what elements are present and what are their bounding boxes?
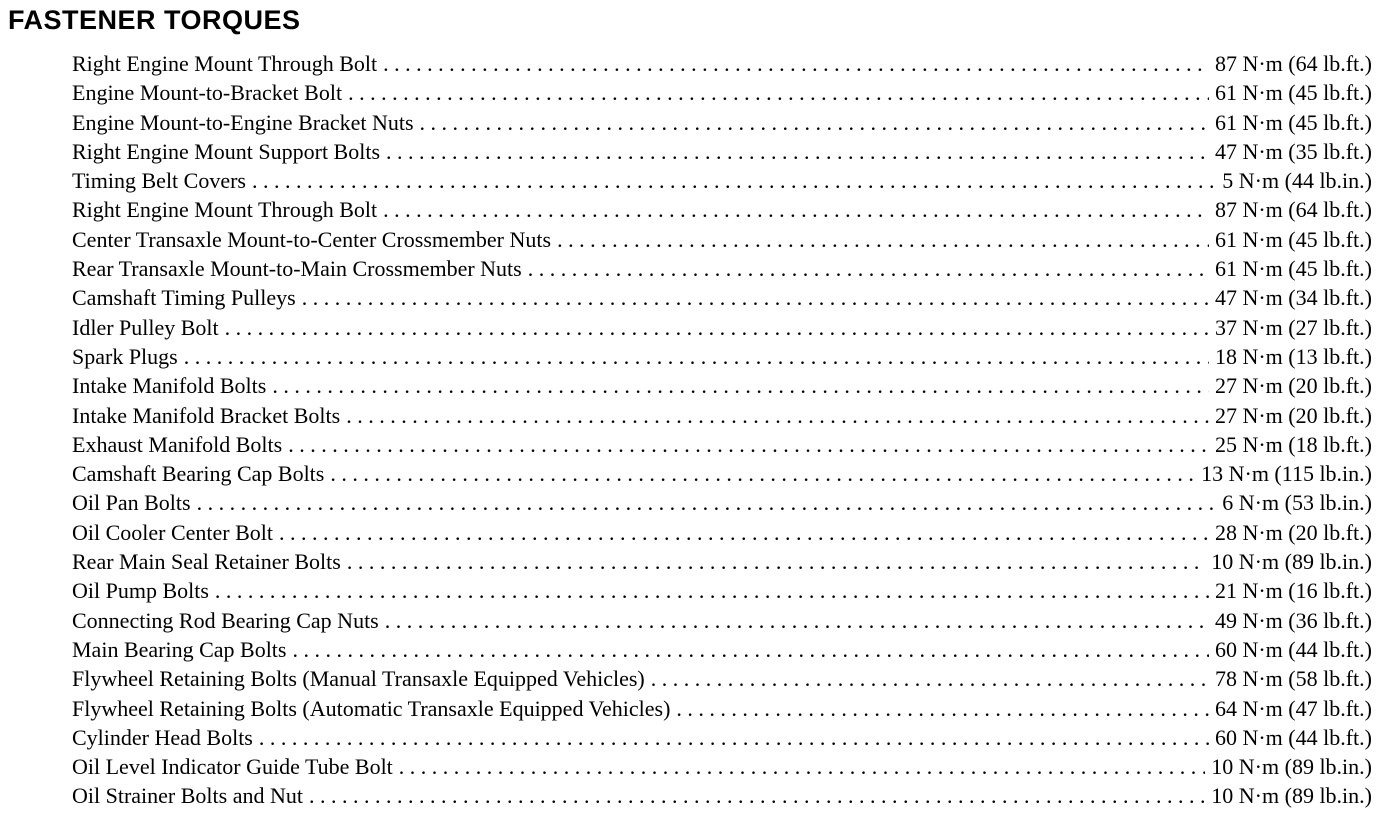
fastener-name: Main Bearing Cap Bolts	[72, 636, 287, 662]
torque-row	[72, 430, 1372, 459]
torque-row	[72, 137, 1372, 166]
torque-value: 5 N·m (44 lb.in.)	[1222, 168, 1372, 194]
torque-row	[72, 371, 1372, 400]
fastener-name: Exhaust Manifold Bolts	[72, 431, 283, 457]
torque-row	[72, 401, 1372, 430]
fastener-name: Rear Transaxle Mount-to-Main Crossmember Nuts	[72, 256, 522, 282]
torque-value: 27 N·m (20 lb.ft.)	[1214, 402, 1372, 428]
fastener-name: Cylinder Head Bolts	[72, 724, 253, 750]
torque-value: 21 N·m (16 lb.ft.)	[1214, 578, 1372, 604]
torque-value: 13 N·m (115 lb.in.)	[1201, 461, 1372, 487]
fastener-name: Flywheel Retaining Bolts (Manual Transaxle Equipped Vehicles)	[72, 666, 645, 692]
torque-row	[72, 635, 1372, 664]
torque-row	[72, 225, 1372, 254]
torque-row	[72, 342, 1372, 371]
torque-row	[72, 195, 1372, 224]
dot-leader	[330, 459, 1195, 488]
dot-leader	[259, 723, 1209, 752]
torque-value: 47 N·m (35 lb.ft.)	[1214, 138, 1372, 164]
torque-row	[72, 518, 1372, 547]
torque-value: 47 N·m (34 lb.ft.)	[1214, 285, 1372, 311]
fastener-name: Right Engine Mount Support Bolts	[72, 138, 381, 164]
fastener-name: Engine Mount-to-Bracket Bolt	[72, 80, 343, 106]
dot-leader	[383, 49, 1209, 78]
torque-row	[72, 313, 1372, 342]
torque-list	[72, 49, 1372, 811]
fastener-name: Oil Strainer Bolts and Nut	[72, 783, 303, 809]
fastener-name: Oil Pump Bolts	[72, 578, 209, 604]
dot-leader	[309, 781, 1205, 810]
dot-leader	[399, 752, 1206, 781]
dot-leader	[386, 137, 1209, 166]
dot-leader	[346, 401, 1209, 430]
torque-value: 10 N·m (89 lb.in.)	[1211, 783, 1372, 809]
page-title: FASTENER TORQUES	[8, 5, 301, 35]
torque-row	[72, 78, 1372, 107]
torque-value: 61 N·m (45 lb.ft.)	[1214, 80, 1372, 106]
torque-row	[72, 254, 1372, 283]
fastener-name: Right Engine Mount Through Bolt	[72, 51, 378, 76]
dot-leader	[225, 313, 1209, 342]
fastener-name: Engine Mount-to-Engine Bracket Nuts	[72, 109, 414, 135]
torque-row	[72, 576, 1372, 605]
dot-leader	[279, 518, 1209, 547]
torque-row	[72, 49, 1372, 78]
torque-row	[72, 547, 1372, 576]
dot-leader	[528, 254, 1209, 283]
torque-value: 25 N·m (18 lb.ft.)	[1214, 431, 1372, 457]
fastener-name: Camshaft Bearing Cap Bolts	[72, 461, 325, 487]
torque-value: 60 N·m (44 lb.ft.)	[1214, 724, 1372, 750]
torque-value: 61 N·m (45 lb.ft.)	[1214, 226, 1372, 252]
fastener-name: Idler Pulley Bolt	[72, 314, 219, 340]
fastener-name: Timing Belt Covers	[72, 168, 246, 194]
dot-leader	[197, 488, 1217, 517]
torque-value: 10 N·m (89 lb.in.)	[1211, 549, 1372, 575]
torque-row	[72, 694, 1372, 723]
fastener-name: Spark Plugs	[72, 343, 178, 369]
fastener-name: Oil Level Indicator Guide Tube Bolt	[72, 754, 393, 780]
dot-leader	[252, 166, 1216, 195]
dot-leader	[348, 78, 1209, 107]
torque-value: 37 N·m (27 lb.ft.)	[1214, 314, 1372, 340]
torque-row	[72, 723, 1372, 752]
dot-leader	[385, 606, 1209, 635]
dot-leader	[288, 430, 1209, 459]
fastener-name: Right Engine Mount Through Bolt	[72, 197, 378, 223]
torque-value: 28 N·m (20 lb.ft.)	[1214, 519, 1372, 545]
torque-value: 78 N·m (58 lb.ft.)	[1214, 666, 1372, 692]
torque-row	[72, 459, 1372, 488]
fastener-name: Oil Cooler Center Bolt	[72, 519, 274, 545]
torque-value: 87 N·m (64 lb.ft.)	[1214, 197, 1372, 223]
torque-row	[72, 108, 1372, 137]
fastener-name: Rear Main Seal Retainer Bolts	[72, 549, 341, 575]
torque-row	[72, 664, 1372, 693]
fastener-name: Oil Pan Bolts	[72, 490, 191, 516]
torque-value: 64 N·m (47 lb.ft.)	[1214, 695, 1372, 721]
fastener-name: Intake Manifold Bracket Bolts	[72, 402, 341, 428]
torque-value: 49 N·m (36 lb.ft.)	[1214, 607, 1372, 633]
dot-leader	[676, 694, 1209, 723]
dot-leader	[347, 547, 1205, 576]
torque-row	[72, 781, 1372, 810]
fastener-name: Camshaft Timing Pulleys	[72, 285, 296, 311]
torque-value: 18 N·m (13 lb.ft.)	[1214, 343, 1372, 369]
dot-leader	[651, 664, 1209, 693]
torque-value: 61 N·m (45 lb.ft.)	[1214, 109, 1372, 135]
torque-row	[72, 606, 1372, 635]
fastener-name: Intake Manifold Bolts	[72, 373, 267, 399]
torque-row	[72, 166, 1372, 195]
dot-leader	[215, 576, 1209, 605]
dot-leader	[292, 635, 1208, 664]
torque-row	[72, 488, 1372, 517]
torque-value: 87 N·m (64 lb.ft.)	[1214, 51, 1372, 76]
dot-leader	[383, 195, 1209, 224]
fastener-name: Flywheel Retaining Bolts (Automatic Transaxle Equipped Vehicles)	[72, 695, 671, 721]
dot-leader	[184, 342, 1209, 371]
torque-value: 27 N·m (20 lb.ft.)	[1214, 373, 1372, 399]
fastener-name: Connecting Rod Bearing Cap Nuts	[72, 607, 379, 633]
fastener-name: Center Transaxle Mount-to-Center Crossmember Nuts	[72, 226, 552, 252]
dot-leader	[302, 283, 1209, 312]
torque-row	[72, 752, 1372, 781]
dot-leader	[272, 371, 1209, 400]
torque-value: 60 N·m (44 lb.ft.)	[1214, 636, 1372, 662]
torque-row	[72, 283, 1372, 312]
torque-value: 6 N·m (53 lb.in.)	[1222, 490, 1372, 516]
dot-leader	[420, 108, 1209, 137]
dot-leader	[557, 225, 1209, 254]
torque-value: 61 N·m (45 lb.ft.)	[1214, 256, 1372, 282]
torque-value: 10 N·m (89 lb.in.)	[1211, 754, 1372, 780]
